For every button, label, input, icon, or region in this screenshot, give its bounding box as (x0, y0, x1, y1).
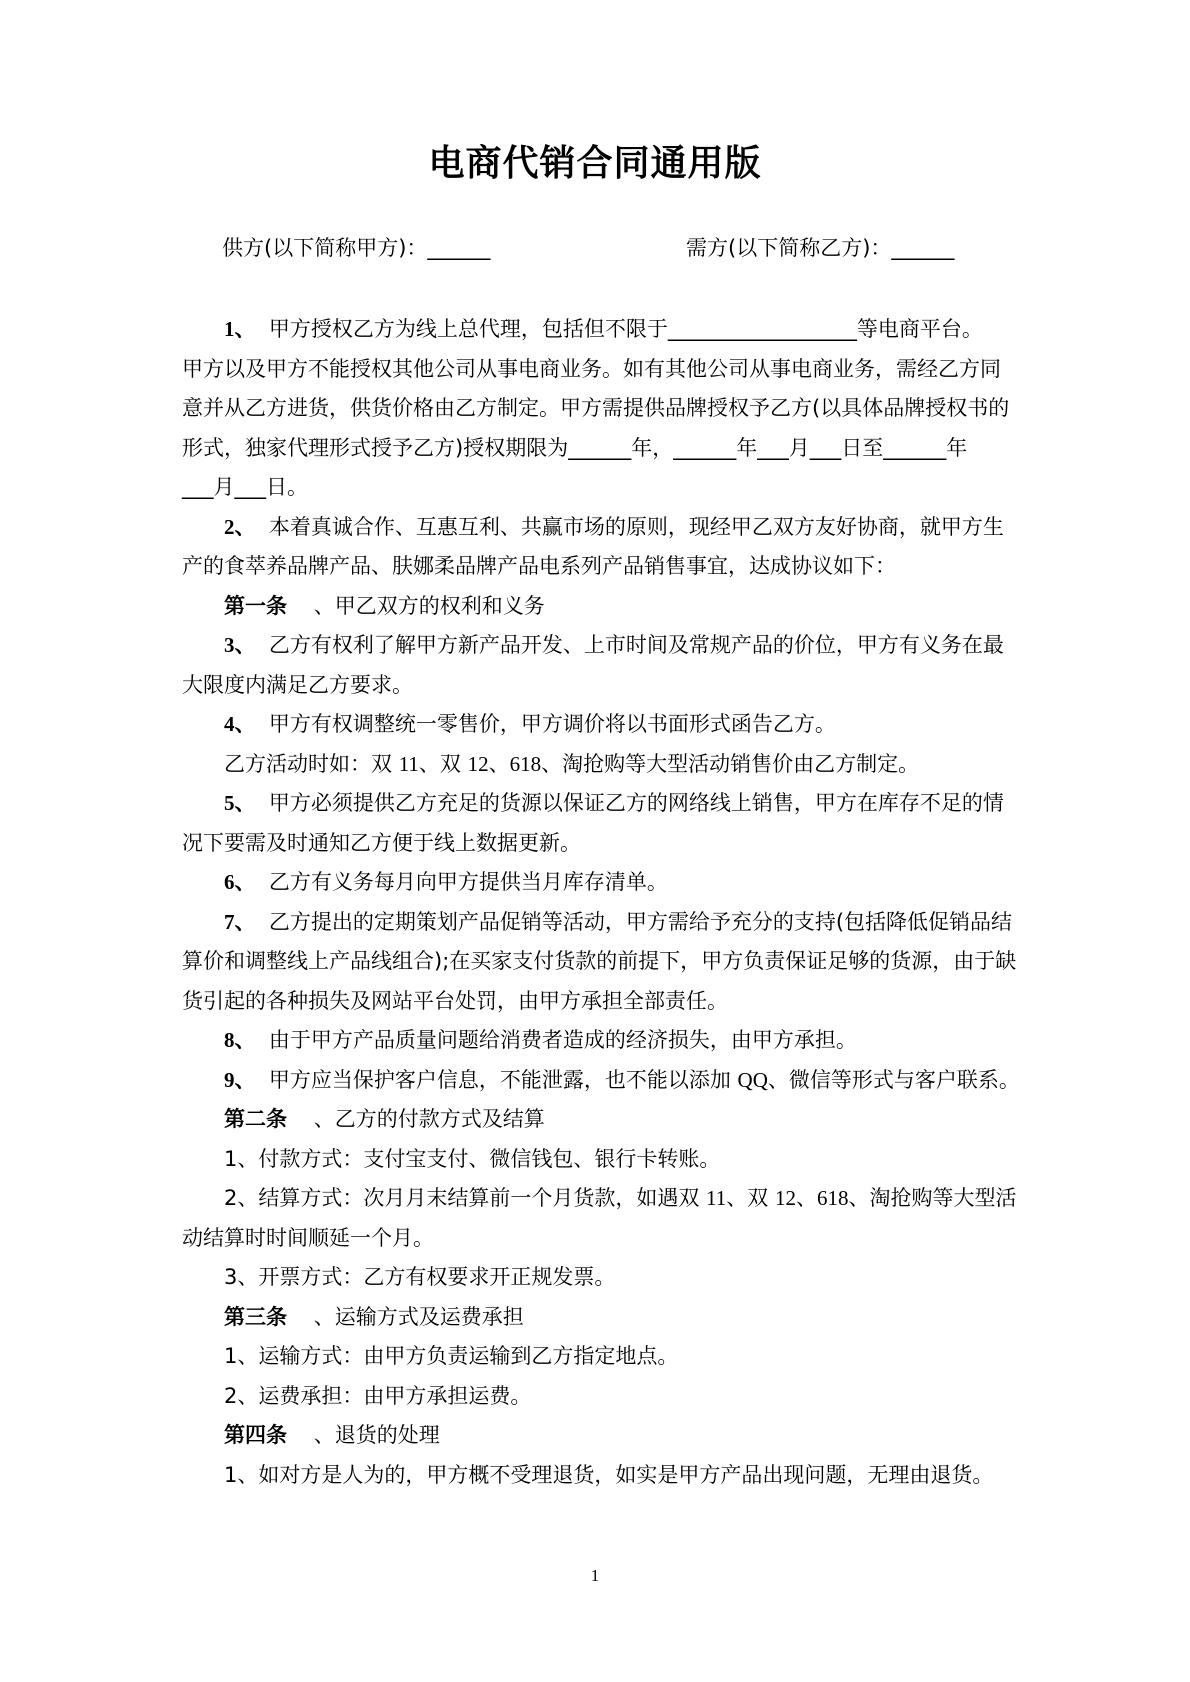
article-2-title: 、乙方的付款方式及结算 (313, 1107, 545, 1131)
clause-9-text-c: 、微信等形式与客户联系。 (767, 1067, 1020, 1092)
settlement-text-g: 、淘抢购等大型活 (848, 1186, 1017, 1210)
shipping-cost-line: 2、运费承担：由甲方承担运费。 (224, 1383, 532, 1408)
settlement-12: 12 (774, 1186, 796, 1210)
clause-4-number: 4、 (224, 712, 256, 736)
clause-2-text: 本着真诚合作、互惠互利、共赢市场的原则，现经甲乙双方友好协商，就甲方生 (268, 514, 1004, 539)
settlement-text-e: 、 (795, 1186, 817, 1210)
document-title: 电商代销合同通用版 (428, 143, 762, 184)
article-3-heading (182, 1298, 1020, 1338)
clause-5-text: 甲方必须提供乙方充足的货源以保证乙方的网络线上销售，甲方在库存不足的情 (268, 791, 1004, 815)
clause-1-number: 1、 (224, 317, 256, 341)
clause-4-activity-text-g: 、淘抢购等大型活动销售价由乙方制定。 (541, 751, 920, 776)
clause-7-line-3: 货引起的各种损失及网站平台处罚，由甲方承担全部责任。 (182, 988, 728, 1013)
settlement-method-line-1 (182, 1179, 1020, 1219)
clause-4-line-2 (182, 745, 1020, 785)
clause-2-number: 2、 (224, 514, 256, 539)
clause-4-activity-text-e: 、 (488, 751, 510, 776)
clause-4-activity-12: 12 (467, 751, 489, 776)
clause-6-line-1 (182, 863, 1020, 903)
clause-8-line-1 (182, 1021, 1020, 1061)
return-policy-line: 1、如对方是人为的，甲方概不受理退货，如实是甲方产品出现问题，无理由退货。 (224, 1462, 994, 1487)
settlement-method-line-2: 动结算时时间顺延一个月。 (182, 1225, 434, 1250)
article-4-label: 第四条 (224, 1423, 287, 1447)
clause-8-text: 由于甲方产品质量问题给消费者造成的经济损失，由甲方承担。 (268, 1028, 857, 1052)
shipping-method-line: 1、运输方式：由甲方负责运输到乙方指定地点。 (224, 1344, 679, 1368)
clause-1-line-4: 形式，独家代理形式授予乙方)授权期限为______年，______年___月___日至______年 (182, 435, 968, 460)
clause-6-text: 乙方有义务每月向甲方提供当月库存清单。 (268, 870, 668, 894)
article-1-title: 、甲乙双方的权利和义务 (313, 593, 545, 618)
clause-1-line-2: 甲方以及甲方不能授权其他公司从事电商业务。如有其他公司从事电商业务，需经乙方同 (182, 356, 1001, 381)
clause-1-line-1 (182, 310, 1020, 350)
clause-9-text-a: 甲方应当保护客户信息，不能泄露，也不能以添加 (268, 1067, 738, 1092)
clause-7-line-2: 算价和调整线上产品线组合);在买家支付货款的前提下，甲方负责保证足够的货源，由于缺 (182, 949, 1017, 973)
payment-method-line: 1、付款方式：支付宝支付、微信钱包、银行卡转账。 (224, 1146, 721, 1171)
clause-3-line-1 (182, 626, 1020, 666)
clause-4-activity-618: 618 (509, 751, 542, 776)
clause-7-text: 乙方提出的定期策划产品促销等活动，甲方需给予充分的支持(包括降低促销品结 (268, 909, 1013, 934)
article-3-label: 第三条 (224, 1304, 287, 1329)
article-4-heading (182, 1416, 1020, 1456)
clause-1-line-3: 意并从乙方进货，供货价格由乙方制定。甲方需提供品牌授权予乙方(以具体品牌授权书的 (182, 396, 1010, 420)
clause-4-activity-text-a: 乙方活动时如：双 (224, 751, 399, 776)
clause-2-line-2: 产的食萃养品牌产品、肤娜柔品牌产品电系列产品销售事宜，达成协议如下： (182, 554, 896, 578)
article-1-heading (182, 587, 1020, 627)
clause-9-line-1 (182, 1061, 1020, 1101)
clause-1-text: 甲方授权乙方为线上总代理，包括但不限于__________________等电商平台。 (268, 317, 983, 341)
invoice-method-line: 3、开票方式：乙方有权要求开正规发票。 (224, 1265, 616, 1289)
clause-9-qq: QQ (737, 1067, 768, 1092)
article-1-label: 第一条 (224, 593, 287, 618)
article-3-title: 、运输方式及运费承担 (313, 1304, 524, 1329)
clause-7-line-1 (182, 903, 1020, 943)
article-2-heading (182, 1100, 1020, 1140)
clause-4-text: 甲方有权调整统一零售价，甲方调价将以书面形式函告乙方。 (268, 712, 836, 736)
article-2-label: 第二条 (224, 1107, 287, 1131)
clause-1-line-5: ___月___日。 (182, 475, 308, 499)
page-number: 1 (590, 1566, 600, 1585)
contract-body (182, 310, 1020, 1495)
clause-3-number: 3、 (224, 633, 256, 657)
settlement-11: 11 (706, 1186, 727, 1210)
clause-4-activity-text-c: 、双 (418, 751, 468, 776)
supplier-party-line: 供方(以下简称甲方)：______ (222, 236, 491, 260)
clause-8-number: 8、 (224, 1028, 256, 1052)
clause-4-activity-11: 11 (398, 751, 419, 776)
clause-9-number: 9、 (224, 1067, 256, 1092)
settlement-618: 618 (816, 1186, 849, 1210)
clause-4-line-1 (182, 705, 1020, 745)
clause-6-number: 6、 (224, 870, 256, 894)
clause-5-line-2: 况下要需及时通知乙方便于线上数据更新。 (182, 830, 581, 855)
settlement-text-c: 、双 (726, 1186, 775, 1210)
clause-3-line-2: 大限度内满足乙方要求。 (182, 672, 413, 697)
article-4-title: 、退货的处理 (313, 1423, 440, 1447)
clause-7-number: 7、 (224, 909, 256, 934)
clause-3-text: 乙方有权利了解甲方新产品开发、上市时间及常规产品的价位，甲方有义务在最 (268, 633, 1004, 657)
buyer-party-line: 需方(以下简称乙方)：______ (686, 236, 955, 260)
settlement-text-a: 2、结算方式：次月月末结算前一个月货款，如遇双 (224, 1186, 707, 1210)
clause-5-line-1 (182, 784, 1020, 824)
clause-2-line-1 (182, 508, 1020, 548)
clause-5-number: 5、 (224, 791, 256, 815)
